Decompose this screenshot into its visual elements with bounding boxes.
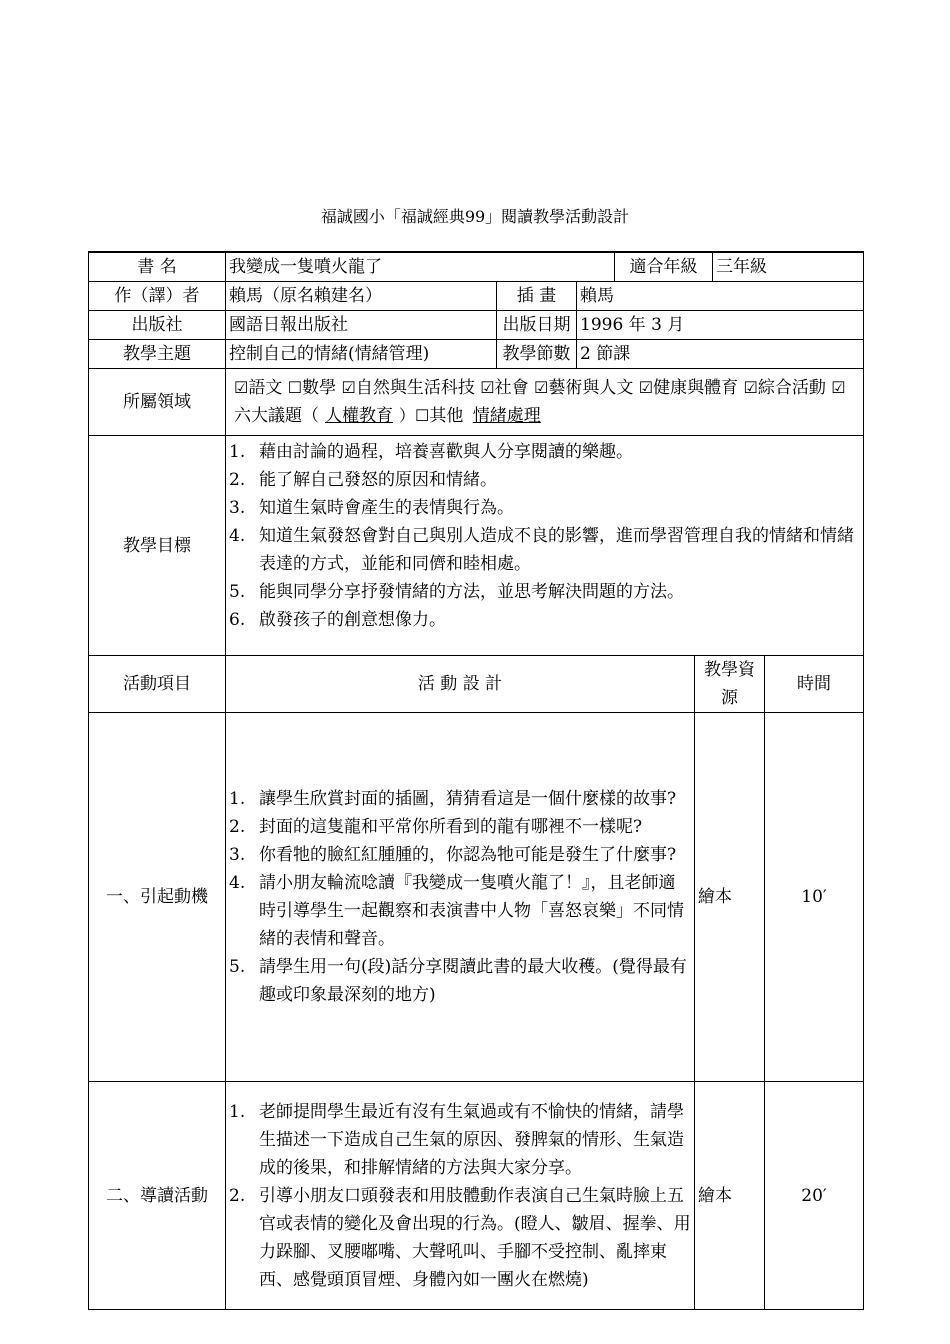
activity-resource: 繪本	[695, 1082, 765, 1310]
list-item: 5. 請學生用一句(段)話分享閱讀此書的最大收穫。(覺得最有趣或印象最深刻的地方)	[229, 957, 687, 1005]
activity-steps	[226, 1082, 695, 1310]
list-item: 2. 封面的這隻龍和平常你所看到的龍有哪裡不一樣呢?	[229, 817, 643, 837]
list-item: 4. 知道生氣發怒會對自己與別人造成不良的影響，進而學習管理自我的情緒和情緒表達的方式，並能和同儕和睦相處。	[229, 526, 854, 574]
activity-name: 一、引起動機	[89, 713, 226, 1082]
list-item: 1. 老師提問學生最近有沒有生氣過或有不愉快的情緒，請學生描述一下造成自己生氣的原因、發脾氣的情形、生氣造成的後果，和排解情緒的方法與大家分享。	[229, 1101, 684, 1178]
grade-label: 適合年級	[615, 252, 713, 282]
list-item: 5. 能與同學分享抒發情緒的方法，並思考解決問題的方法。	[229, 582, 684, 602]
activity-resource-header: 教學資源	[695, 656, 765, 713]
checkbox-icon: ☑	[638, 378, 654, 397]
author-label: 作（譯）者	[89, 282, 226, 311]
illustrator-label: 插 畫	[497, 282, 577, 311]
activity-design-header: 活 動 設 計	[226, 656, 695, 713]
list-item: 1. 藉由討論的過程，培養喜歡與人分享閱讀的樂趣。	[229, 442, 633, 462]
lesson-plan-table	[88, 251, 864, 1310]
checkbox-icon: ☐	[287, 378, 303, 397]
list-item: 2. 引導小朋友口頭發表和用肢體動作表演自己生氣時臉上五官或表情的變化及會出現的行為。(瞪人、皺眉、握拳、用力跺腳、叉腰嘟嘴、大聲吼叫、手腳不受控制、亂摔東西、感覺頭頂冒煙、身體內如一團火在燃燒)	[229, 1185, 691, 1290]
periods-label: 教學節數	[497, 340, 577, 369]
list-item: 6. 啟發孩子的創意想像力。	[229, 610, 446, 630]
book-value: 我變成一隻噴火龍了	[226, 252, 615, 282]
activity-steps	[226, 713, 695, 1082]
list-item: 3. 你看牠的臉紅紅腫腫的，你認為牠可能是發生了什麼事?	[229, 845, 677, 865]
other-topic: 情緒處理	[472, 406, 541, 426]
activity-resource: 繪本	[695, 713, 765, 1082]
list-item: 4. 請小朋友輪流唸讀『我變成一隻噴火龍了！』，且老師適時引導學生一起觀察和表演書中人物「喜怒哀樂」不同情緒的表情和聲音。	[229, 873, 684, 949]
checkbox-icon: ☑	[234, 378, 249, 397]
domain-label: 所屬領域	[89, 369, 226, 436]
activity-time-header: 時間	[765, 656, 864, 713]
list-item: 1. 讓學生欣賞封面的插圖，猜猜看這是一個什麼樣的故事?	[229, 789, 677, 809]
objectives-label: 教學目標	[89, 436, 226, 656]
issue-topic: 人權教育	[325, 406, 393, 426]
book-label: 書 名	[89, 252, 226, 282]
theme-value: 控制自己的情緒(情緒管理)	[226, 340, 497, 369]
checkbox-icon: ☑	[341, 378, 356, 397]
checkbox-icon: ☑	[534, 378, 549, 397]
periods-value: 2 節課	[577, 340, 864, 369]
pubdate-label: 出版日期	[497, 311, 577, 340]
activity-item-header: 活動項目	[89, 656, 226, 713]
grade-value: 三年級	[713, 252, 864, 282]
publisher-value: 國語日報出版社	[226, 311, 497, 340]
publisher-label: 出版社	[89, 311, 226, 340]
author-value: 賴馬（原名賴建名）	[226, 282, 497, 311]
checkbox-icon: ☑	[831, 378, 846, 397]
activity-time: 10′	[765, 713, 864, 1082]
checkbox-icon: ☑	[480, 378, 495, 397]
illustrator-value: 賴馬	[577, 282, 864, 311]
checkbox-icon: ☑	[743, 378, 758, 397]
list-item: 2. 能了解自己發怒的原因和情緒。	[229, 470, 497, 490]
activity-name: 二、導讀活動	[89, 1082, 226, 1310]
theme-label: 教學主題	[89, 340, 226, 369]
objectives-list	[226, 436, 864, 656]
document-title: 福誠國小「福誠經典99」閱讀教學活動設計	[320, 207, 630, 226]
activity-time: 20′	[765, 1082, 864, 1310]
list-item: 3. 知道生氣時會產生的表情與行為。	[229, 498, 514, 518]
domain-checklist: ☑語文 ☐數學 ☑自然與生活科技 ☑社會 ☑藝術與人文 ☑健康與體育 ☑綜合活動 ☑六大議題（ 人權教育 ）☐其他 情緒處理	[226, 369, 864, 436]
pubdate-value: 1996 年 3 月	[577, 311, 864, 340]
